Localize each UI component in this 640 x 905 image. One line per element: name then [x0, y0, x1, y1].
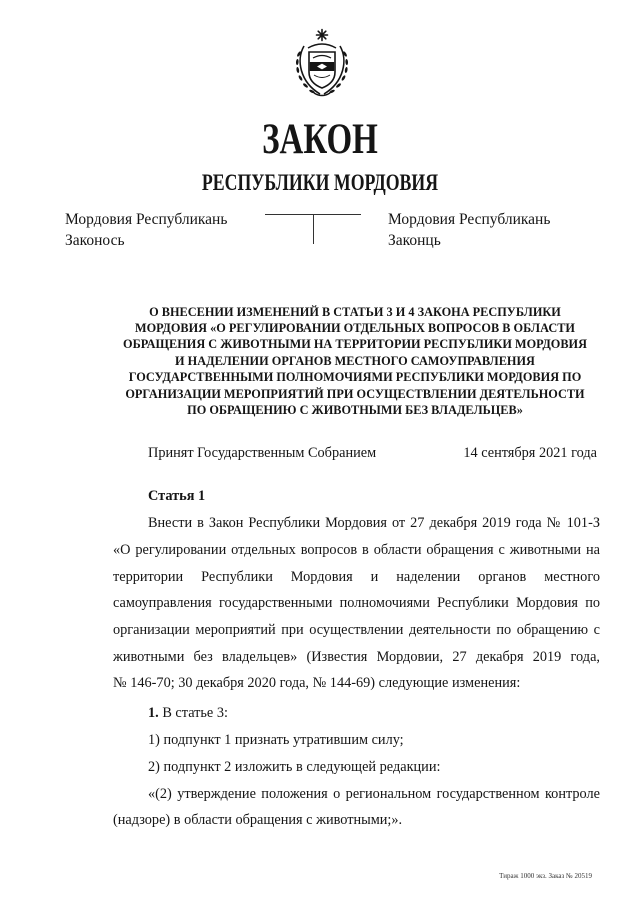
point-number: 1. [148, 705, 159, 721]
left-caption-line: Мордовия Республикань [65, 211, 228, 228]
law-title-line: ПО ОБРАЩЕНИЮ С ЖИВОТНЫМИ БЕЗ ВЛАДЕЛЬЦЕВ» [187, 403, 523, 417]
law-title-line: И НАДЕЛЕНИИ ОРГАНОВ МЕСТНОГО САМОУПРАВЛЕНИЯ [175, 354, 535, 368]
header-divider-vertical [313, 214, 314, 244]
article-heading: Статья 1 [148, 488, 206, 504]
new-wording-line: (надзоре) в области обращения с животными;». [113, 812, 403, 828]
adoption-date: 14 сентября 2021 года [463, 445, 597, 461]
subpoint-line: 1) подпункт 1 признать утратившим силу; [148, 732, 404, 748]
article-intro-line: «О регулировании отдельных вопросов в области обращения с животными на [113, 542, 600, 558]
new-wording-line: «(2) утверждение положения о региональном государственном контроле [148, 786, 600, 802]
article-intro-line: самоуправления государственными полномочиями Республики Мордовия по [113, 595, 600, 611]
law-title-line: О ВНЕСЕНИИ ИЗМЕНЕНИЙ В СТАТЬИ 3 И 4 ЗАКОНА РЕСПУБЛИКИ [149, 305, 561, 319]
right-caption-line: Законць [388, 232, 441, 249]
left-caption-line: Законось [65, 232, 125, 249]
article-intro-line: Внести в Закон Республики Мордовия от 27 декабря 2019 года № 101-З [148, 515, 600, 531]
law-title-line: МОРДОВИЯ «О РЕГУЛИРОВАНИИ ОТДЕЛЬНЫХ ВОПРОСОВ В ОБЛАСТИ [135, 321, 575, 335]
law-heading: ЗАКОН [262, 116, 378, 164]
article-intro-line: территории Республики Мордовия и наделении органов местного [113, 569, 600, 585]
article-intro-line: животными без владельцев» (Известия Мордовии, 27 декабря 2019 года, [113, 649, 600, 665]
republic-heading: РЕСПУБЛИКИ МОРДОВИЯ [201, 169, 439, 195]
adoption-label: Принят Государственным Собранием [148, 445, 377, 461]
coat-of-arms-icon [290, 28, 354, 98]
subpoint-line: 2) подпункт 2 изложить в следующей редакции: [148, 759, 441, 775]
article-intro-line: № 146-70; 30 декабря 2020 года, № 144-69) следующие изменения: [113, 675, 521, 691]
article-intro-line: организации мероприятий при осуществлении деятельности по обращению с [113, 622, 600, 638]
print-info: Тираж 1000 экз. Заказ № 20519 [499, 872, 592, 880]
law-title-line: ОБРАЩЕНИЯ С ЖИВОТНЫМИ НА ТЕРРИТОРИИ РЕСПУБЛИКИ МОРДОВИЯ [123, 337, 587, 351]
right-caption-line: Мордовия Республикань [388, 211, 551, 228]
law-title-line: ГОСУДАРСТВЕННЫМИ ПОЛНОМОЧИЯМИ РЕСПУБЛИКИ МОРДОВИЯ ПО [128, 370, 582, 384]
point-text: В статье 3: [162, 705, 228, 721]
law-title-line: ОРГАНИЗАЦИИ МЕРОПРИЯТИЙ ПРИ ОСУЩЕСТВЛЕНИИ ДЕЯТЕЛЬНОСТИ [125, 387, 585, 401]
point-1 [148, 703, 228, 723]
